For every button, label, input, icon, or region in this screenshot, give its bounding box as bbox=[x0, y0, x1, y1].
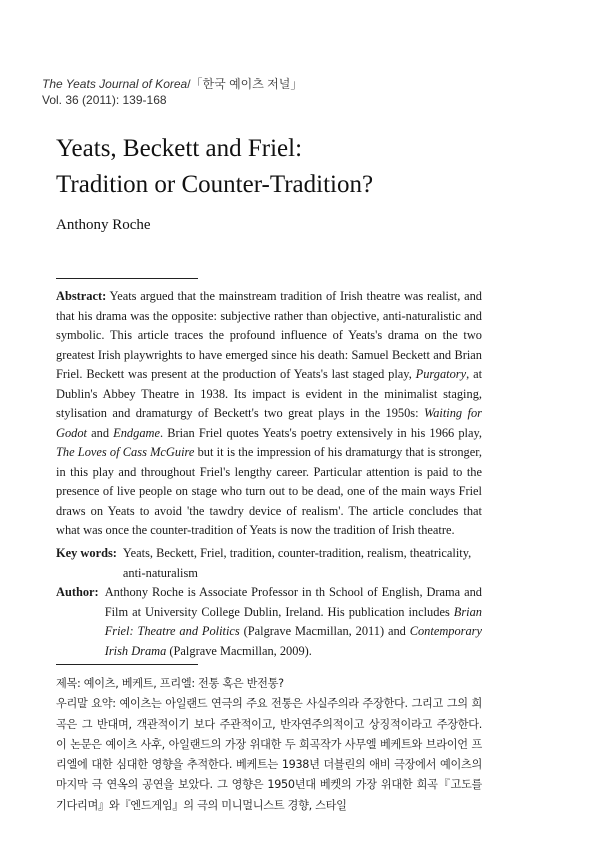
korean-summary bbox=[56, 674, 482, 816]
abstract-seg: but it is the impression of his dramaturgy that is stronger, in this play and throughout Friel's lengthy career. Particular attention is paid to the presence of live people on stage who turn out to be dead, one of the main ways Friel draws on Yeats to avoid 'the tawdry device of realism'. The article concludes that what was once the counter-tradition of Yeats is now the tradition of Irish theatre. bbox=[56, 445, 482, 537]
abstract-italic: The Loves of Cass McGuire bbox=[56, 445, 195, 459]
keywords-label: Key words: bbox=[56, 546, 117, 560]
abstract-text bbox=[56, 287, 482, 541]
author-note-seg: (Palgrave Macmillan, 2011) and bbox=[239, 624, 410, 638]
author-note-seg: Anthony Roche is Associate Professor in th School of English, Drama and Film at University College Dublin, Ireland. His publication includes bbox=[104, 585, 482, 619]
abstract-seg: Yeats argued that the mainstream tradition of Irish theatre was realist, and that his drama was the opposite: subjective rather than objective, anti-naturalistic and symbolic. This article traces the profound influence of Yeats's drama on the two greatest Irish playwrights to have emerged since his death: Samuel Beckett and Brian Friel. Beckett was present at the production of Yeats's last staged play, bbox=[56, 289, 482, 381]
author-note-italic: Contemporary Irish Drama bbox=[104, 624, 482, 658]
title-line-2: Tradition or Counter-Tradition? bbox=[56, 171, 374, 198]
journal-header bbox=[42, 76, 302, 108]
journal-name: The Yeats Journal of Korea bbox=[42, 77, 188, 91]
abstract-seg: and bbox=[86, 425, 114, 440]
abstract-italic: Waiting for Godot bbox=[56, 406, 483, 440]
author-note-text bbox=[105, 583, 482, 661]
abstract-label: Abstract: bbox=[56, 289, 107, 303]
keywords bbox=[56, 544, 482, 583]
title-line-1: Yeats, Beckett and Friel: bbox=[56, 135, 303, 162]
author-note-seg: (Palgrave Macmillan, 2009). bbox=[166, 643, 312, 658]
journal-name-korean: /「한국 예이츠 저널」 bbox=[187, 77, 303, 91]
author-note-label: Author: bbox=[56, 585, 99, 599]
korean-summary-text: 우리말 요약: 예이츠는 아일랜드 연극의 주요 전통은 사실주의라 주장한다. 그리고 그의 희곡은 그 반대며, 객관적이기 보다 주관적이고, 반자연주의적이고 상징적이라고 주장한다. 이 논문은 예이츠 사후, 아일랜드의 가장 위대한 두 희곡작가 사무엘 베케트와 브라이언 프리엘에 대한 심대한 영향을 추적한다. 베케트는 1938년 더블린의 애비 극장에서 예이츠의 마지막 극 연옥의 공연을 보았다. 그 영향은 1950년대 베켓의 가장 위대한 희곡『고도를 기다리며』와『엔드게임』의 극의 미니멀니스트 경향, 스타일 bbox=[56, 697, 482, 812]
abstract bbox=[56, 287, 482, 541]
keywords-text: Yeats, Beckett, Friel, tradition, counter-tradition, realism, theatricality, anti-naturalism bbox=[122, 546, 472, 580]
author-name: Anthony Roche bbox=[56, 217, 151, 233]
abstract-italic: Endgame bbox=[113, 425, 160, 440]
journal-line bbox=[42, 76, 302, 92]
author-note bbox=[56, 583, 482, 661]
abstract-italic: Purgatory bbox=[415, 367, 467, 381]
abstract-seg: , at Dublin's Abbey Theatre in 1938. Its impact is evident in the minimalist staging, stylisation and dramaturgy of Beckett's two great plays in the 1950s: bbox=[56, 367, 483, 420]
paper-title bbox=[56, 131, 373, 203]
abstract-seg: . Brian Friel quotes Yeats's poetry extensively in his 1966 play, bbox=[159, 425, 482, 440]
author-note-italic: Brian Friel: Theatre and Politics bbox=[104, 604, 482, 638]
divider-korean bbox=[56, 664, 198, 665]
korean-title: 제목: 예이츠, 베케트, 프리엘: 전통 혹은 반전통? bbox=[56, 677, 284, 690]
volume-info: Vol. 36 (2011): 139-168 bbox=[42, 93, 167, 107]
divider-top bbox=[56, 278, 198, 279]
